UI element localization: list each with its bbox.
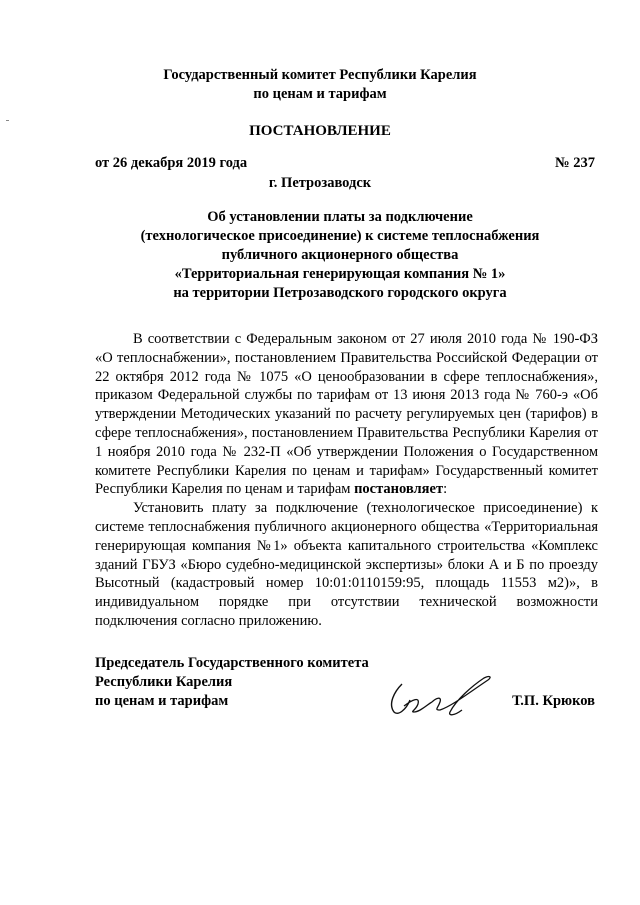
subject-line-3: публичного акционерного общества <box>221 247 459 263</box>
handwritten-signature <box>380 666 500 726</box>
signatory-name: Т.П. Крюков <box>512 693 595 709</box>
subject-line-4: «Территориальная генерирующая компания № 1» <box>174 266 506 282</box>
signatory-title-line-2: Республики Карелия <box>95 674 233 690</box>
document-city: г. Петрозаводск <box>268 175 372 191</box>
document-body <box>95 330 598 631</box>
body-paragraph-1 <box>95 330 598 499</box>
authority-line-2: по ценам и тарифам <box>253 86 387 102</box>
paragraph-1-keyword: постановляет <box>354 481 444 498</box>
document-subject <box>120 208 560 303</box>
subject-line-2: (технологическое присоединение) к системе теплоснабжения <box>140 228 540 244</box>
subject-line-5: на территории Петрозаводского городского округа <box>173 285 507 301</box>
paragraph-1-colon: : <box>443 481 448 498</box>
signatory-title-line-3: по ценам и тарифам <box>95 693 229 709</box>
document-date: от 26 декабря 2019 года <box>95 155 248 171</box>
issuing-authority <box>0 66 640 104</box>
subject-line-1: Об установлении платы за подключение <box>207 209 473 225</box>
document-type: ПОСТАНОВЛЕНИЕ <box>249 123 391 139</box>
body-paragraph-2: Установить плату за подключение (технологическое присоединение) к системе теплоснабжения публичного акционерного общества «Территориальная генерирующая компания №1» объекта капитального строительства «Комплекс зданий ГБУЗ «Бюро судебно-медицинской экспертизы» блоки А и Б по проезду Высотный (кадастровый номер 10:01:0110159:95, площадь 11553 м2)», в индивидуальном порядке при отсутствии технической возможности подключения согласно приложению. <box>95 500 598 629</box>
authority-line-1: Государственный комитет Республики Карелия <box>163 67 477 83</box>
paragraph-1-text: В соответствии с Федеральным законом от 27 июля 2010 года № 190-ФЗ «О теплоснабжении», постановлением Правительства Российской Федерации от 22 октября 2012 года № 1075 «О ценообразовании в сфере теплоснабжения», приказом Федеральной службы по тарифам от 13 июня 2013 года № 760-э «Об утверждении Методических указаний по расчету регулируемых цен (тарифов) в сфере теплоснабжения», постановлением Правительства Республики Карелия от 1 ноября 2010 года № 232-П «Об утверждении Положения о Государственном комитете Республики Карелия по ценам и тарифам» Государственный комитет Республики Карелия по ценам и тарифам <box>95 331 598 498</box>
signatory-title-line-1: Председатель Государственного комитета <box>95 655 369 671</box>
document-number: № 237 <box>555 155 595 171</box>
scan-mark <box>6 120 9 121</box>
signatory-title <box>95 654 369 711</box>
